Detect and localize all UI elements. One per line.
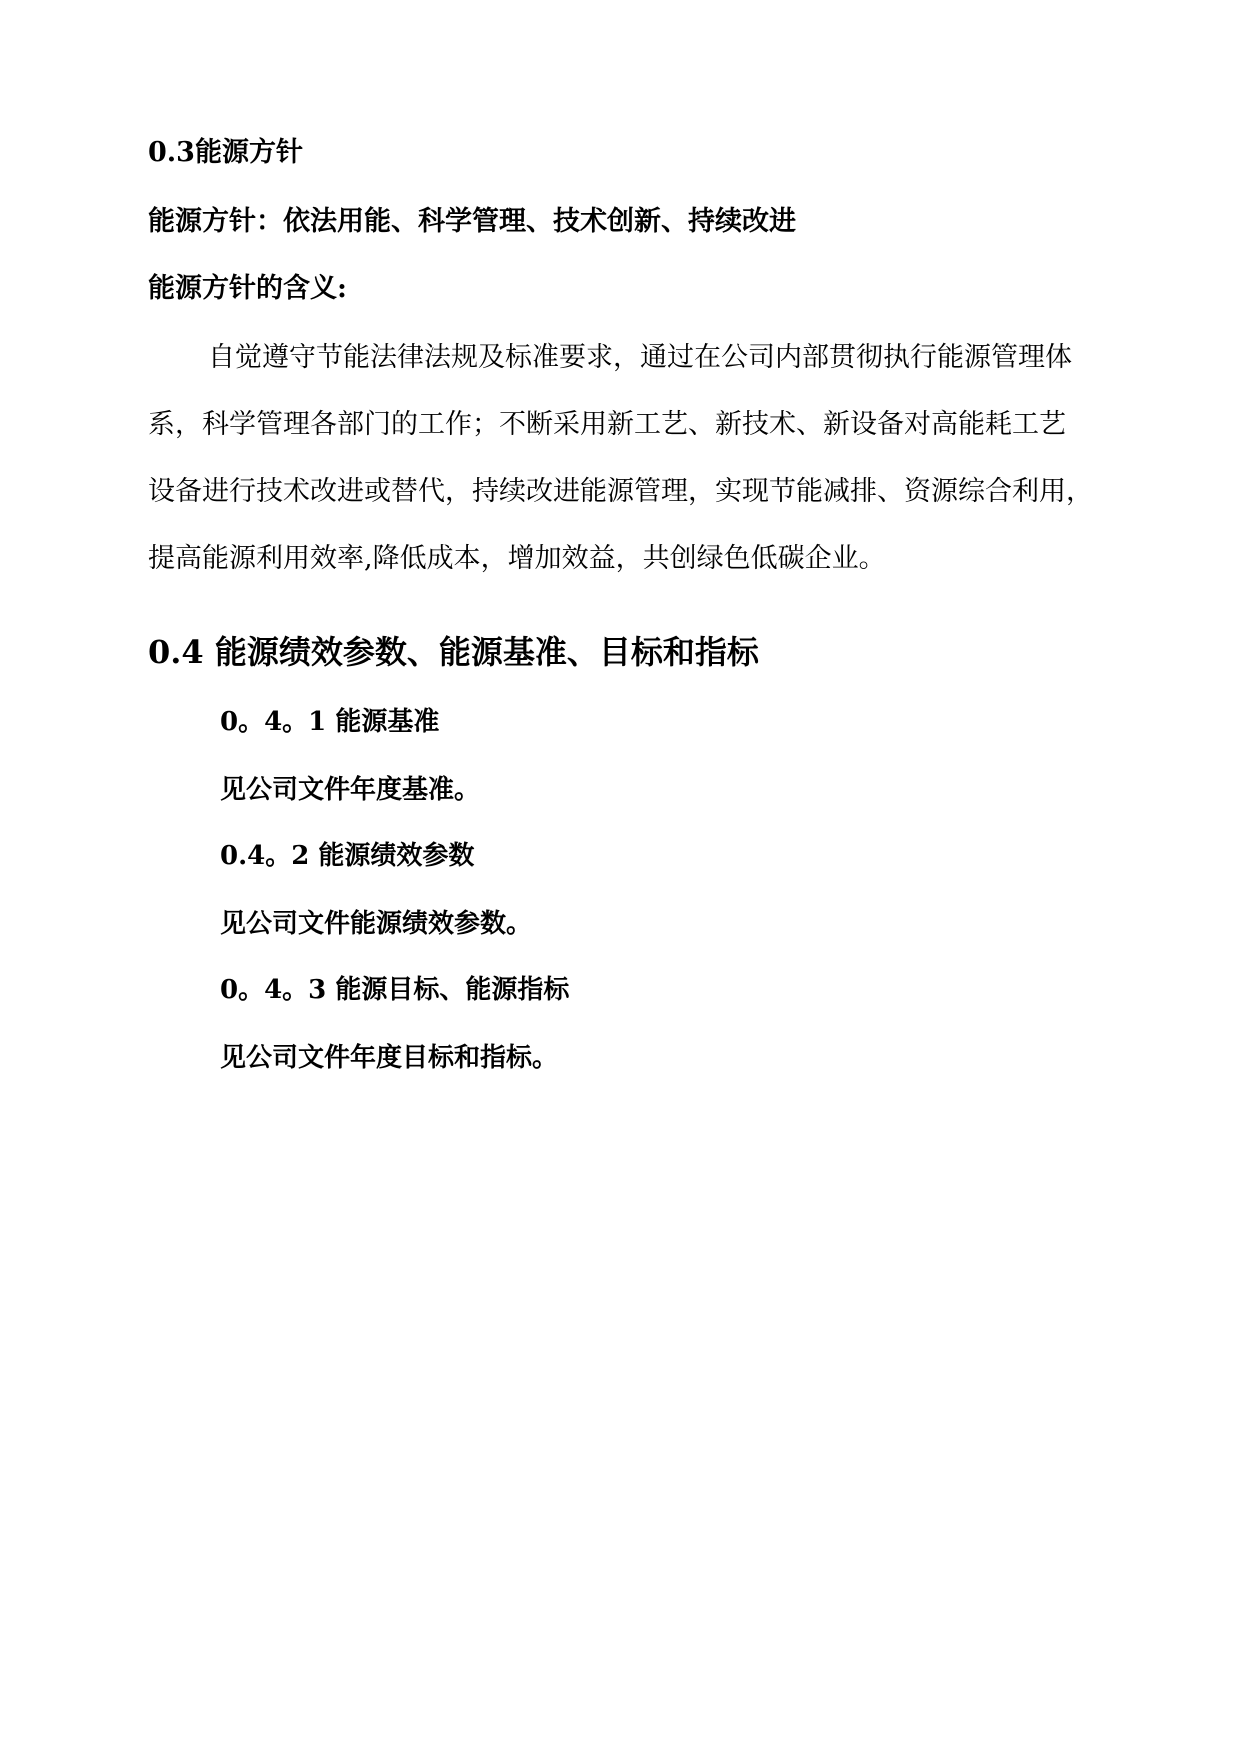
subsection-heading: 0。4。3 能源目标、能源指标	[220, 975, 570, 1005]
paragraph-line: 系，科学管理各部门的工作；不断采用新工艺、新技术、新设备对高能耗工艺	[148, 409, 1066, 440]
subsection-heading: 0.4。2 能源绩效参数	[220, 841, 475, 871]
subsection-heading: 0。4。1 能源基准	[220, 707, 440, 737]
policy-meaning-label: 能源方针的含义:	[148, 273, 347, 304]
energy-policy-statement: 能源方针：依法用能、科学管理、技术创新、持续改进	[148, 206, 796, 237]
subsection-text: 见公司文件年度基准。	[220, 775, 481, 805]
section-0-3-title: 0.3能源方针	[148, 137, 303, 168]
subsection-text: 见公司文件年度目标和指标。	[220, 1043, 559, 1073]
paragraph-line: 设备进行技术改进或替代，持续改进能源管理，实现节能减排、资源综合利用，	[148, 476, 1093, 507]
section-0-4-title: 0.4 能源绩效参数、能源基准、目标和指标	[148, 633, 759, 671]
paragraph-line: 自觉遵守节能法律法规及标准要求，通过在公司内部贯彻执行能源管理体	[208, 342, 1072, 373]
subsection-text: 见公司文件能源绩效参数。	[220, 909, 533, 939]
paragraph-line: 提高能源利用效率,降低成本，增加效益，共创绿色低碳企业。	[148, 543, 886, 574]
